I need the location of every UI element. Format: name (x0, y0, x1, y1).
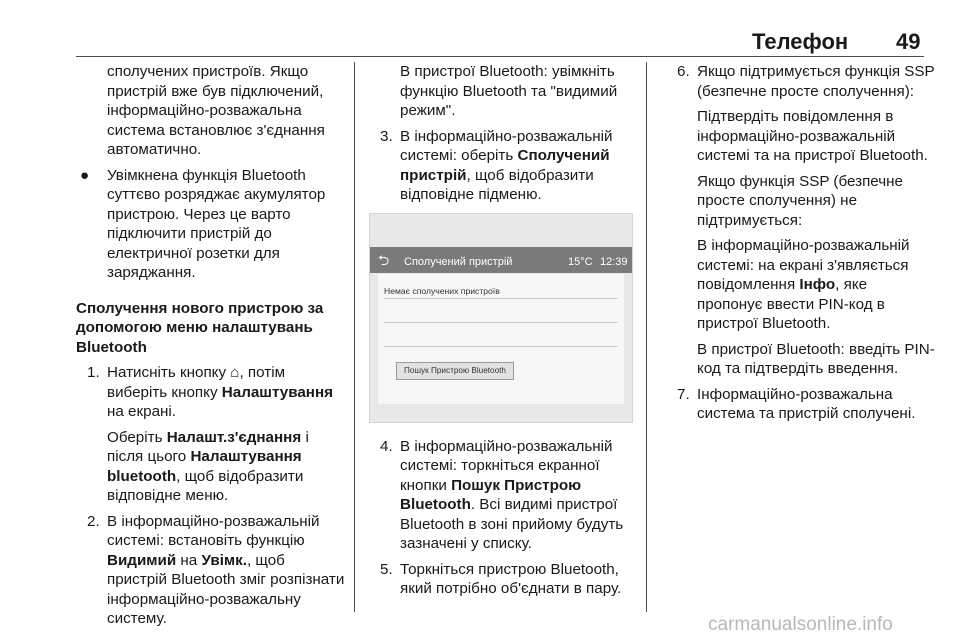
step-2 (76, 512, 346, 629)
screen-time: 12:39 (600, 255, 628, 268)
header-rule (76, 56, 924, 57)
column-2 (369, 62, 637, 605)
watermark: carmanualsonline.info (708, 614, 893, 635)
bullet-item (76, 166, 346, 283)
step-7 (666, 385, 936, 424)
step-number: 2. (87, 512, 100, 530)
step-text: Інформаційно-розважальна система та пристрій сполучені. (697, 385, 916, 422)
step-text: , потім виберіть кнопку (107, 364, 286, 401)
settings-label: Налаштування (221, 383, 334, 401)
home-icon: ⌂ (230, 364, 240, 381)
step-6 (666, 62, 936, 101)
step-text: В інформаційно-розважальній системі: оберіть (400, 127, 613, 164)
bullet-text: Увімкнена функція Bluetooth суттєво розряджає акумулятор пристрою. Через це варто підключити пристрій до електричної розетки для заряджання. (107, 166, 326, 281)
page-title: Телефон (752, 29, 849, 54)
screen-body (378, 274, 624, 404)
step-text: Якщо підтримується функція SSP (безпечне просте сполучення): (697, 63, 935, 100)
list-divider (384, 322, 618, 323)
step-text: Натисніть кнопку (107, 364, 231, 381)
step-text: , щоб відобразити відповідне меню. (107, 467, 304, 504)
step-text: . Всі видимі пристрої Bluetooth в зоні прийому будуть зазначені у списку. (400, 496, 624, 552)
step-text: , щоб пристрій Bluetooth зміг розпізнати інформаційно-розважальну систему. (107, 551, 345, 627)
step-1 (76, 363, 346, 422)
step-text: , яке пропонує ввести PIN-код в пристрої Bluetooth. (697, 276, 885, 332)
continued-paragraph: В пристрої Bluetooth: увімкніть функцію Bluetooth та "видимий режим". (400, 63, 618, 119)
step-4 (369, 437, 637, 554)
bullet-icon: ● (80, 166, 90, 184)
back-icon[interactable]: ⮌ (378, 251, 390, 268)
step-text: на (176, 551, 202, 569)
page-header (0, 0, 960, 58)
connection-settings-label: Налашт.з'єднання (166, 428, 302, 446)
info-message-paragraph (666, 236, 936, 334)
infotainment-screen-illustration (369, 213, 633, 423)
section-heading: Сполучення нового пристрою за допомогою меню налаштувань Bluetooth (76, 299, 324, 356)
no-paired-devices-message: Немає сполучених пристроїв (384, 285, 500, 296)
no-ssp-paragraph: Якщо функція SSP (безпечне просте сполучення) не підтримується: (697, 172, 903, 229)
list-divider (384, 298, 618, 299)
step-1-detail (76, 428, 346, 506)
step-number: 6. (677, 63, 690, 80)
list-divider (384, 346, 618, 347)
step-text: Торкніться пристрою Bluetooth, який потрібно об'єднати в пару. (400, 560, 622, 597)
visible-label: Видимий (107, 551, 177, 569)
column-3 (666, 62, 936, 430)
bluetooth-settings-label: Налаштування bluetooth (107, 448, 302, 485)
step-number: 5. (380, 560, 393, 578)
step-text: В інформаційно-розважальній системі: торкніться екранної кнопки (400, 437, 613, 494)
column-divider-1 (354, 62, 355, 612)
on-label: Увімк. (201, 551, 247, 569)
column-1 (76, 62, 346, 635)
pin-entry-paragraph: В пристрої Bluetooth: введіть PIN-код та підтвердіть введення. (697, 340, 935, 377)
step-text: В інформаційно-розважальній системі: на екрані з'являється повідомлення (697, 237, 910, 293)
step-text: на екрані. (107, 403, 177, 420)
screen-temperature: 15°C (568, 255, 593, 268)
step-number: 1. (87, 364, 100, 381)
step-text: і після цього (107, 428, 309, 465)
page-number: 49 (896, 29, 921, 54)
search-device-label: Пошук Пристрою Bluetooth (400, 476, 582, 513)
step-3 (369, 127, 637, 205)
screen-title-bar (370, 247, 632, 273)
step-5 (369, 560, 637, 599)
search-bluetooth-device-button[interactable]: Пошук Пристрою Bluetooth (396, 362, 514, 380)
step-text: В інформаційно-розважальній системі: встановіть функцію (107, 512, 320, 549)
paired-device-label: Сполучений пристрій (400, 147, 610, 184)
info-label: Інфо (799, 276, 836, 293)
continued-paragraph: сполучених пристроїв. Якщо пристрій вже був підключений, інформаційно-розважальна система встановлює з'єднання автоматично. (107, 63, 325, 158)
step-text: Оберіть (107, 428, 167, 446)
step-number: 4. (380, 437, 393, 455)
step-number: 7. (677, 385, 690, 403)
step-number: 3. (380, 127, 393, 145)
step-text: , щоб відобразити відповідне підменю. (400, 166, 594, 203)
ssp-confirm-paragraph: Підтвердіть повідомлення в інформаційно-розважальній системі та на пристрої Bluetooth. (697, 108, 928, 164)
column-divider-2 (646, 62, 647, 612)
screen-title: Сполучений пристрій (404, 255, 513, 268)
